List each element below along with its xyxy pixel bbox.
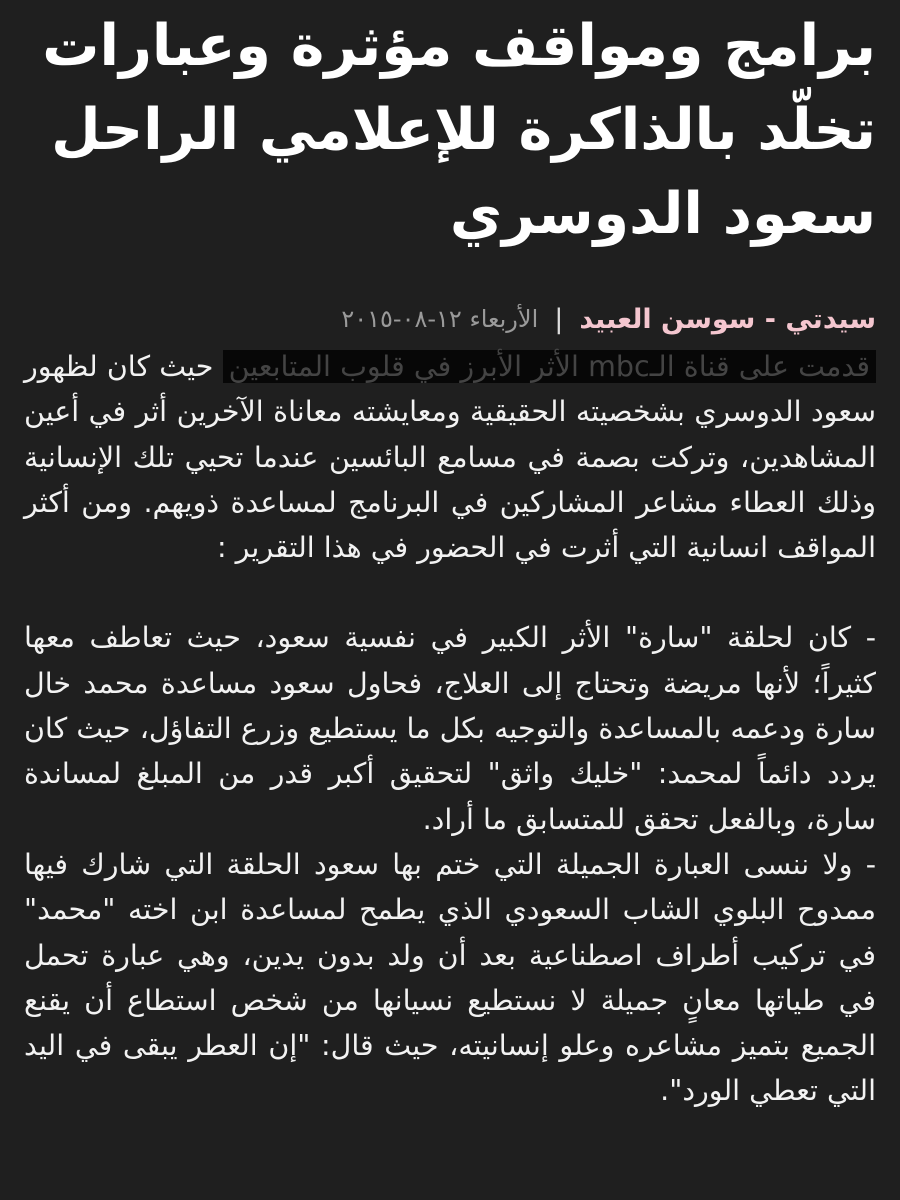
publish-date: الأربعاء ١٢-٠٨-٢٠١٥ xyxy=(341,305,539,333)
paragraph-text: حيث كان لظهور سعود الدوسري بشخصيته الحقيقية ومعايشته معاناة الآخرين أثر في أعين المشاهدين، وتركت بصمة في مسامع البائسين عندما تحيي تلك الإنسانية وذلك العطاء مشاعر المشاركين في البرنامج لمساعدة ذويهم. ومن أكثر المواقف انسانية التي أثرت في الحضور في هذا التقرير : xyxy=(24,350,876,565)
article-paragraph-mamdouh: - ولا ننسى العبارة الجميلة التي ختم بها سعود الحلقة التي شارك فيها ممدوح البلوي الشاب السعودي الذي يطمح لمساعدة ابن اخته "محمد" في تركيب أطراف اصطناعية بعد أن ولد بدون يدين، وهي عبارة تحمل في طياتها معانٍ جميلة لا نستطيع نسيانها من شخص استطاع أن يقنع الجميع بتميز مشاعره وعلو إنسانيته، حيث قال: "إن العطر يبقى في اليد التي تعطي الورد". xyxy=(24,847,876,1108)
article-source-author[interactable]: سيدتي - سوسن العبيد xyxy=(579,303,876,335)
highlighted-text: قدمت على قناة الـmbc الأثر الأبرز في قلوب المتابعين xyxy=(223,350,876,383)
paragraph-spacer xyxy=(24,570,876,615)
article-body xyxy=(24,344,876,1114)
article-byline xyxy=(24,294,876,344)
article-title: برامج ومواقف مؤثرة وعبارات تخلّد بالذاكرة للإعلامي الراحل سعود الدوسري xyxy=(42,13,876,247)
byline-separator: | xyxy=(554,303,564,335)
article-paragraph-sara: - كان لحلقة "سارة" الأثر الكبير في نفسية سعود، حيث تعاطف معها كثيراً؛ لأنها مريضة وتحتاج إلى العلاج، فحاول سعود مساعدة محمد خال سارة ودعمه بالمساعدة والتوجيه بكل ما يستطيع وزرع التفاؤل، حيث كان يردد دائماً لمحمد: "خليك واثق" لتحقيق أكبر قدر من المبلغ لمساندة سارة، وبالفعل تحقق للمتسابق ما أراد. xyxy=(24,621,876,836)
article-paragraph-intro xyxy=(24,344,876,570)
